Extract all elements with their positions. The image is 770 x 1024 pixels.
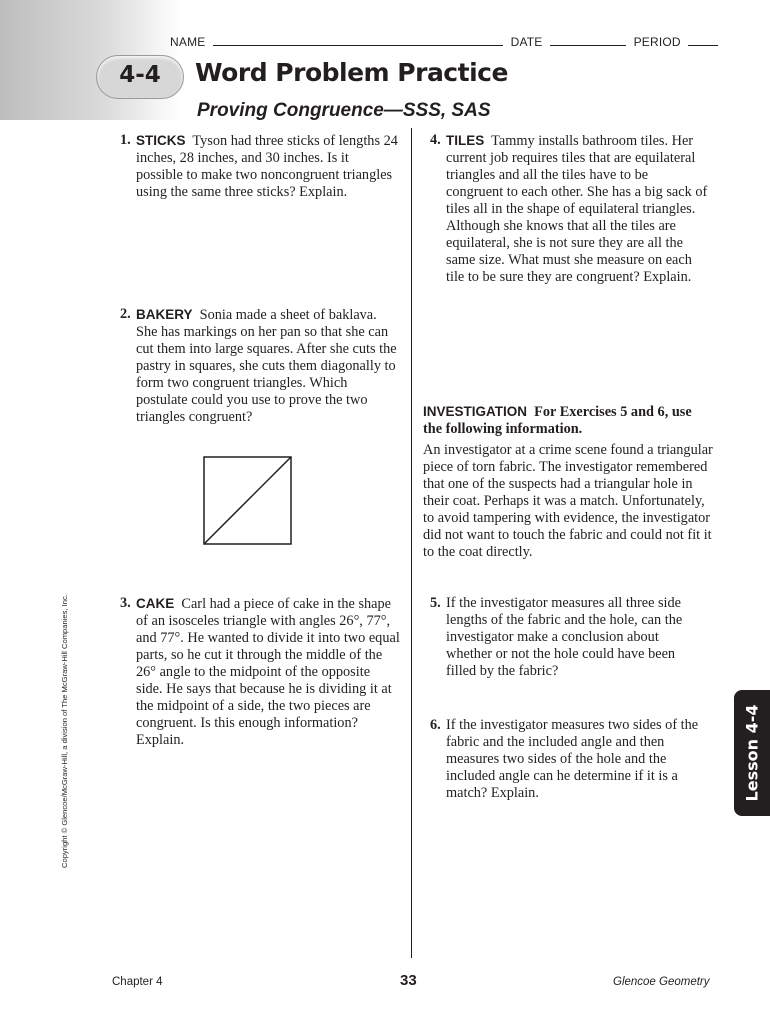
problem-2 — [120, 306, 398, 426]
problem-text: If the investigator measures two sides of the fabric and the included angle and then measures two sides of the hole and the included angle can he determine if it is a match? Explain. — [446, 717, 699, 801]
problem-5 — [430, 595, 708, 680]
square-diagonal — [204, 457, 291, 544]
problem-text: Sonia made a sheet of baklava. She has markings on her pan so that she can cut them into large squares. After she cuts the pastry in squares, she cuts them diagonally to form two congruent triangles. Which postulate could you use to prove the two triangles congruent? — [136, 307, 397, 425]
problem-number: 1. — [120, 132, 131, 148]
problem-number: 3. — [120, 595, 131, 611]
column-divider — [411, 128, 412, 958]
name-blank[interactable] — [213, 44, 503, 46]
problem-keyword: BAKERY — [136, 307, 193, 322]
problem-number: 4. — [430, 132, 441, 148]
problem-number: 6. — [430, 717, 441, 733]
investigation-heading — [423, 403, 713, 438]
problem-1 — [120, 132, 398, 201]
lesson-side-tab — [734, 690, 770, 816]
problem-number: 5. — [430, 595, 441, 611]
problem-text: Tyson had three sticks of lengths 24 inches, 28 inches, and 30 inches. Is it possible to make two noncongruent triangles using the same three sticks? Explain. — [136, 133, 398, 200]
footer-book-title: Glencoe Geometry — [613, 976, 710, 988]
problem-keyword: CAKE — [136, 596, 175, 611]
problem-keyword: STICKS — [136, 133, 186, 148]
side-tab-label: Lesson 4-4 — [742, 704, 762, 802]
problem-text: If the investigator measures all three side lengths of the fabric and the hole, can the investigator make a conclusion about whether or not the hole could have been filled by the fabric? — [446, 595, 683, 679]
lesson-badge — [96, 55, 184, 99]
problem-keyword: TILES — [446, 133, 485, 148]
header-fields — [170, 35, 722, 49]
name-label: NAME — [170, 35, 206, 49]
investigation-keyword: INVESTIGATION — [423, 404, 528, 419]
investigation-text: An investigator at a crime scene found a triangular piece of torn fabric. The investigator remembered that one of the suspects had a triangular hole in their coat. Perhaps it was a match. Unfortunately, to avoid tampering with evidence, the investigator did not want to touch the fabric and could not fit it to the coat directly. — [423, 442, 713, 560]
copyright-notice: Copyright © Glencoe/McGraw-Hill, a division of The McGraw-Hill Companies, Inc. — [60, 594, 69, 868]
square-diagonal-figure — [203, 456, 293, 546]
investigation-instructions: For Exercises 5 and 6, use the following information. — [423, 404, 692, 437]
page-subtitle: Proving Congruence—SSS, SAS — [197, 100, 491, 121]
footer-chapter: Chapter 4 — [112, 976, 163, 988]
date-label: DATE — [510, 35, 543, 49]
footer-page-number: 33 — [400, 972, 417, 989]
date-blank[interactable] — [550, 44, 626, 46]
problem-number: 2. — [120, 306, 131, 322]
problem-text: Carl had a piece of cake in the shape of an isosceles triangle with angles 26°, 77°, and 77°. He wanted to divide it into two equal parts, so he cut it through the middle of the 26° angle to the midpoint of the opposite side. He says that because he is dividing it at the midpoint of a side, the two pieces are congruent. Is this enough information? Explain. — [136, 596, 400, 748]
lesson-number: 4-4 — [119, 62, 161, 88]
problem-4 — [430, 132, 708, 286]
period-label: PERIOD — [633, 35, 681, 49]
problem-text: Tammy installs bathroom tiles. Her current job requires tiles that are equilateral triangles and all the tiles have to be congruent to each other. She has a big sack of tiles all in the shape of equilateral triangles. Although she knows that all the tiles are equilateral, she is not sure they are all the same size. What must she measure on each tile to be sure they are congruent? Explain. — [446, 133, 708, 285]
page-title: Word Problem Practice — [195, 58, 508, 87]
problem-6 — [430, 717, 708, 802]
period-blank[interactable] — [688, 44, 718, 46]
problem-3 — [120, 595, 400, 749]
